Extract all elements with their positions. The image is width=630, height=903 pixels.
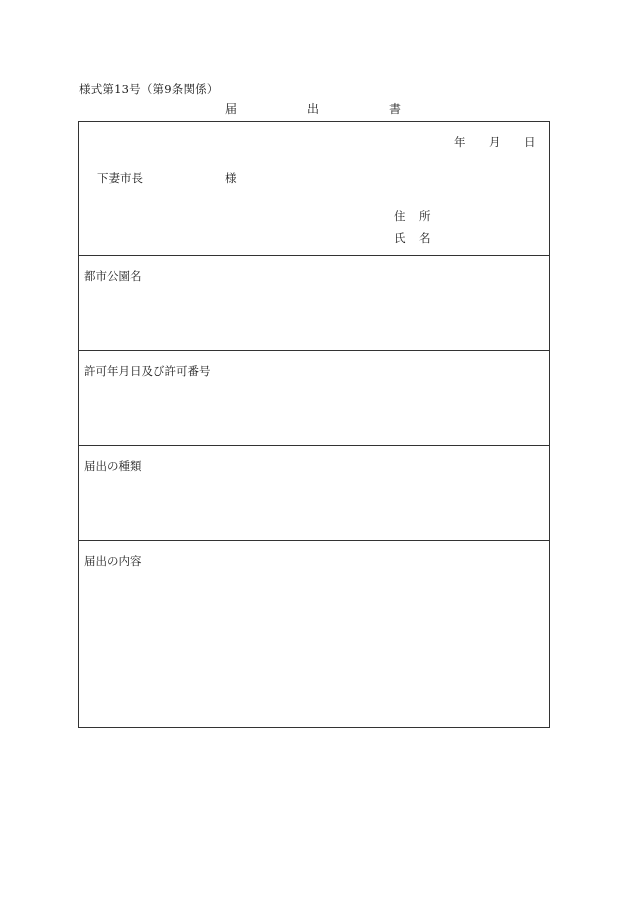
address-label-2: 所 [419, 209, 431, 223]
title-char-2: 出 [307, 102, 320, 116]
permit-section [79, 351, 549, 446]
date-month: 月 [489, 135, 501, 149]
addressee-name: 下妻市長 [97, 171, 143, 185]
form-table [78, 121, 550, 728]
date-day: 日 [524, 135, 536, 149]
park-name-section [79, 256, 549, 351]
name-label-2: 名 [419, 231, 431, 245]
notification-content-section [79, 541, 549, 727]
addressee-honorific: 様 [225, 171, 237, 185]
title-char-3: 書 [389, 102, 402, 116]
date-year: 年 [454, 135, 466, 149]
park-name-label: 都市公園名 [84, 269, 142, 283]
header-section [79, 122, 549, 256]
notification-type-section [79, 446, 549, 541]
permit-label: 許可年月日及び許可番号 [84, 364, 211, 378]
notification-type-label: 届出の種類 [84, 459, 142, 473]
name-label-1: 氏 [394, 231, 406, 245]
title-char-1: 届 [225, 102, 238, 116]
form-number: 様式第13号（第9条関係） [79, 82, 219, 96]
address-label-1: 住 [394, 209, 406, 223]
notification-content-label: 届出の内容 [84, 554, 142, 568]
